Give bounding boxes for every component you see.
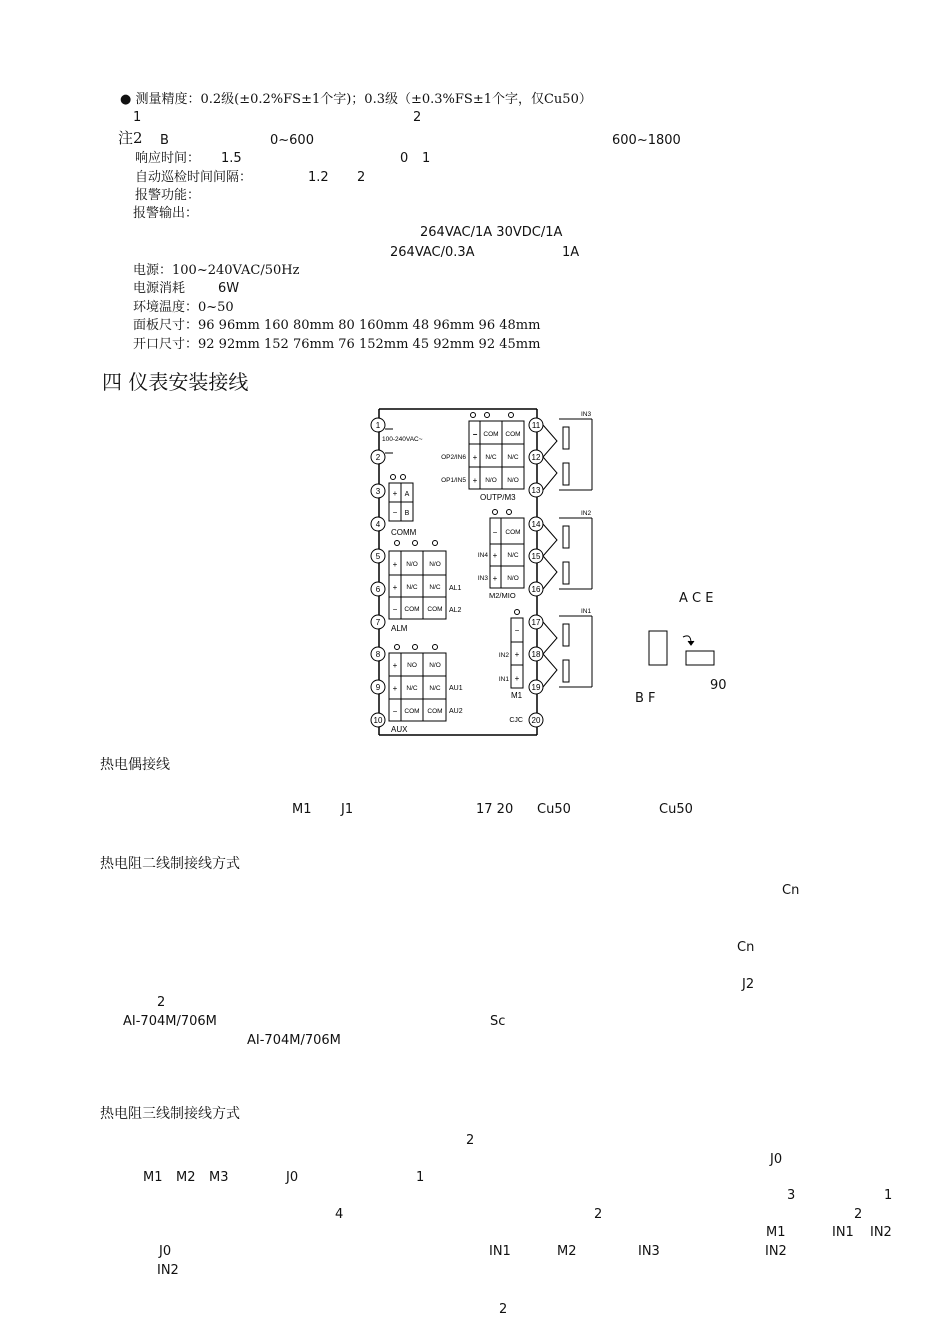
terminal-number: 9 (375, 683, 381, 692)
aux-plus-2: + (392, 684, 398, 693)
tc-m1: M1 (292, 802, 312, 817)
relay-rating-1: 264VAC/1A 30VDC/1A (420, 225, 563, 240)
autocheck-b: 2 (357, 170, 366, 185)
rtd3-two-c: 2 (854, 1207, 863, 1222)
rtd2-cn-2: Cn (737, 940, 755, 955)
m2-com: COM (505, 529, 521, 536)
tc-cu50-b: Cu50 (659, 802, 693, 817)
aux-no-1: NO (407, 662, 417, 669)
right-terminal-17 (529, 615, 543, 629)
m2-plus-1: + (492, 551, 498, 560)
rtd3-m2: M2 (176, 1170, 196, 1185)
accuracy-footnote-1: 1 (133, 110, 142, 125)
terminal-number: 6 (375, 585, 381, 594)
terminal-number: 1 (375, 421, 381, 430)
al2-label: AL2 (449, 607, 462, 614)
op1-label: OP1/IN5 (441, 477, 466, 484)
autocheck-label: 自动巡检时间间隔： (135, 170, 253, 185)
m1-minus: − (514, 626, 520, 635)
right-terminal-13 (529, 483, 543, 497)
in2-top-label: IN2 (581, 510, 592, 517)
rtd3-one: 1 (416, 1170, 425, 1185)
response-label: 响应时间： (135, 151, 201, 166)
comm-minus: − (392, 508, 398, 517)
left-terminal-4 (371, 517, 385, 531)
relay-rating-2b: 1A (562, 245, 580, 260)
left-terminal-10 (371, 713, 385, 727)
rtd2-heading: 热电阻二线制接线方式 (100, 856, 240, 872)
rtd2-sc: Sc (490, 1014, 506, 1029)
aux-label: AUX (391, 725, 408, 734)
panel-size-line: 面板尺寸：96 96mm 160 80mm 80 160mm 48 96mm 96 48mm (133, 318, 541, 333)
autocheck-a: 1.2 (308, 170, 329, 185)
note2-range1: 0~600 (270, 133, 314, 148)
m2mio-label: M2/MIO (489, 591, 516, 600)
power-line: 电源：100~240VAC/50Hz (133, 263, 300, 278)
in2-label: IN2 (498, 652, 509, 659)
terminal-number: 14 (531, 520, 541, 529)
outp-plus-1: + (472, 453, 478, 462)
rtd3-in2-b: IN2 (765, 1244, 787, 1259)
rtd3-four: 4 (335, 1207, 344, 1222)
side-label-ace: A C E (679, 591, 714, 606)
m2-no: N/O (507, 575, 519, 582)
aux-minus: − (392, 707, 398, 716)
rtd3-in1: IN1 (832, 1225, 854, 1240)
aux-nc-2: N/C (429, 685, 441, 692)
alm-no-1: N/O (406, 561, 418, 568)
alm-minus: − (392, 605, 398, 614)
rtd3-in2-c: IN2 (157, 1263, 179, 1278)
terminal-number: 15 (531, 552, 541, 561)
outp-nc-2: N/C (507, 454, 519, 461)
terminal-number: 20 (531, 716, 541, 725)
right-terminal-16 (529, 582, 543, 596)
aux-no-2: N/O (429, 662, 441, 669)
comm-plus: + (392, 489, 398, 498)
aux-com-1: COM (404, 708, 420, 715)
left-terminal-5 (371, 549, 385, 563)
rtd3-m3: M3 (209, 1170, 229, 1185)
alarm-output-label: 报警输出： (133, 206, 199, 221)
consumption-value: 6W (218, 281, 240, 296)
m2-nc: N/C (507, 552, 519, 559)
cjc-label: CJC (509, 717, 523, 724)
alm-nc-2: N/C (429, 584, 441, 591)
terminal-number: 17 (531, 618, 541, 627)
cutout-size-line: 开口尺寸：92 92mm 152 76mm 76 152mm 45 92mm 92 45mm (133, 337, 541, 352)
rtd3-j0-c: J0 (159, 1244, 172, 1259)
alarm-function-label: 报警功能： (135, 188, 201, 203)
terminal-number: 16 (531, 585, 541, 594)
alm-plus-2: + (392, 583, 398, 592)
relay-rating-2: 264VAC/0.3A (390, 245, 475, 260)
terminal-number: 10 (373, 716, 383, 725)
terminal-number: 8 (375, 650, 381, 659)
left-terminal-3 (371, 484, 385, 498)
rtd2-two: 2 (157, 995, 166, 1010)
right-terminal-20 (529, 713, 543, 727)
right-terminal-11 (529, 418, 543, 432)
alm-com-2: COM (427, 606, 443, 613)
rtd3-in2: IN2 (870, 1225, 892, 1240)
rtd2-j2: J2 (742, 977, 755, 992)
left-terminal-1 (371, 418, 385, 432)
left-terminal-6 (371, 582, 385, 596)
left-terminal-8 (371, 647, 385, 661)
rtd3-heading: 热电阻三线制接线方式 (100, 1106, 240, 1122)
side-label-bf: B F (635, 691, 656, 706)
terminal-number: 19 (531, 683, 541, 692)
alm-plus-1: + (392, 560, 398, 569)
terminal-number: 4 (375, 520, 381, 529)
rtd2-model-2: AI-704M/706M (247, 1033, 341, 1048)
outp-label: OUTP/M3 (480, 493, 516, 502)
outp-nc-1: N/C (485, 454, 497, 461)
power-label: 100-240VAC~ (382, 436, 423, 443)
rtd3-v2: 2 (466, 1133, 475, 1148)
m1-plus-1: + (514, 650, 520, 659)
comm-a: A (404, 491, 410, 498)
rtd2-model-1: AI-704M/706M (123, 1014, 217, 1029)
in3-top-label: IN3 (581, 411, 592, 418)
au2-label: AU2 (449, 708, 463, 715)
tc-terminals: 17 20 (476, 802, 514, 817)
rtd3-in3: IN3 (638, 1244, 660, 1259)
terminal-number: 12 (531, 453, 541, 462)
rtd3-three: 3 (787, 1188, 796, 1203)
left-terminal-7 (371, 615, 385, 629)
aux-nc-1: N/C (406, 685, 418, 692)
side-label-90: 90 (710, 678, 727, 693)
alm-label: ALM (391, 624, 408, 633)
in1-label: IN1 (498, 676, 509, 683)
m1-plus-2: + (514, 674, 520, 683)
outp-no-1: N/O (485, 477, 497, 484)
rtd3-m1-b: M1 (766, 1225, 786, 1240)
terminal-number: 2 (375, 453, 381, 462)
rtd2-cn-1: Cn (782, 883, 800, 898)
rtd3-j0-b: J0 (286, 1170, 299, 1185)
rtd3-one-b: 1 (884, 1188, 893, 1203)
alm-com-1: COM (404, 606, 420, 613)
accuracy-footnote-2: 2 (413, 110, 422, 125)
right-terminal-14 (529, 517, 543, 531)
note2-label: 注2 (118, 129, 143, 147)
accuracy-line: ● 测量精度：0.2级(±0.2%FS±1个字)；0.3级（±0.3%FS±1个字，仅Cu50） (120, 92, 592, 107)
rtd3-j0-a: J0 (770, 1152, 783, 1167)
env-temp-line: 环境温度：0~50 (133, 300, 234, 315)
left-terminal-2 (371, 450, 385, 464)
terminal-number: 7 (375, 618, 381, 627)
m2-plus-2: + (492, 574, 498, 583)
terminal-number: 11 (531, 421, 541, 430)
right-terminal-18 (529, 647, 543, 661)
outp-minus: − (472, 430, 478, 439)
right-terminal-12 (529, 450, 543, 464)
section-heading: 四 仪表安装接线 (102, 370, 249, 394)
in3-label: IN3 (477, 575, 488, 582)
comm-label: COMM (391, 528, 417, 537)
terminal-number: 13 (531, 486, 541, 495)
response-value: 1.5 (221, 151, 242, 166)
terminal-number: 3 (375, 487, 381, 496)
rtd3-in1-b: IN1 (489, 1244, 511, 1259)
outp-com-2: COM (505, 431, 521, 438)
in4-label: IN4 (477, 552, 488, 559)
alm-nc-1: N/C (406, 584, 418, 591)
rtd3-m1: M1 (143, 1170, 163, 1185)
alm-no-2: N/O (429, 561, 441, 568)
tc-j1: J1 (341, 802, 354, 817)
op2-label: OP2/IN6 (441, 454, 466, 461)
aux-com-2: COM (427, 708, 443, 715)
outp-plus-2: + (472, 476, 478, 485)
terminal-number: 5 (375, 552, 381, 561)
outp-com-1: COM (483, 431, 499, 438)
left-terminal-9 (371, 680, 385, 694)
aux-plus-1: + (392, 661, 398, 670)
response-b: 1 (422, 151, 431, 166)
rtd3-m2-b: M2 (557, 1244, 577, 1259)
comm-b: B (404, 510, 410, 517)
rtd3-two-b: 2 (594, 1207, 603, 1222)
au1-label: AU1 (449, 685, 463, 692)
in1-top-label: IN1 (581, 608, 592, 615)
wiring-diagram (365, 405, 750, 745)
al1-label: AL1 (449, 585, 462, 592)
response-a: 0 (400, 151, 409, 166)
outp-no-2: N/O (507, 477, 519, 484)
right-terminal-19 (529, 680, 543, 694)
terminal-number: 18 (531, 650, 541, 659)
note2-range2: 600~1800 (612, 133, 681, 148)
tc-cu50-a: Cu50 (537, 802, 571, 817)
note2-b: B (160, 133, 169, 148)
consumption-label: 电源消耗 (133, 281, 186, 296)
page-number: 2 (499, 1302, 508, 1317)
m2-minus: − (492, 528, 498, 537)
right-terminal-15 (529, 549, 543, 563)
m1-label: M1 (511, 691, 523, 700)
thermocouple-heading: 热电偶接线 (100, 757, 170, 773)
